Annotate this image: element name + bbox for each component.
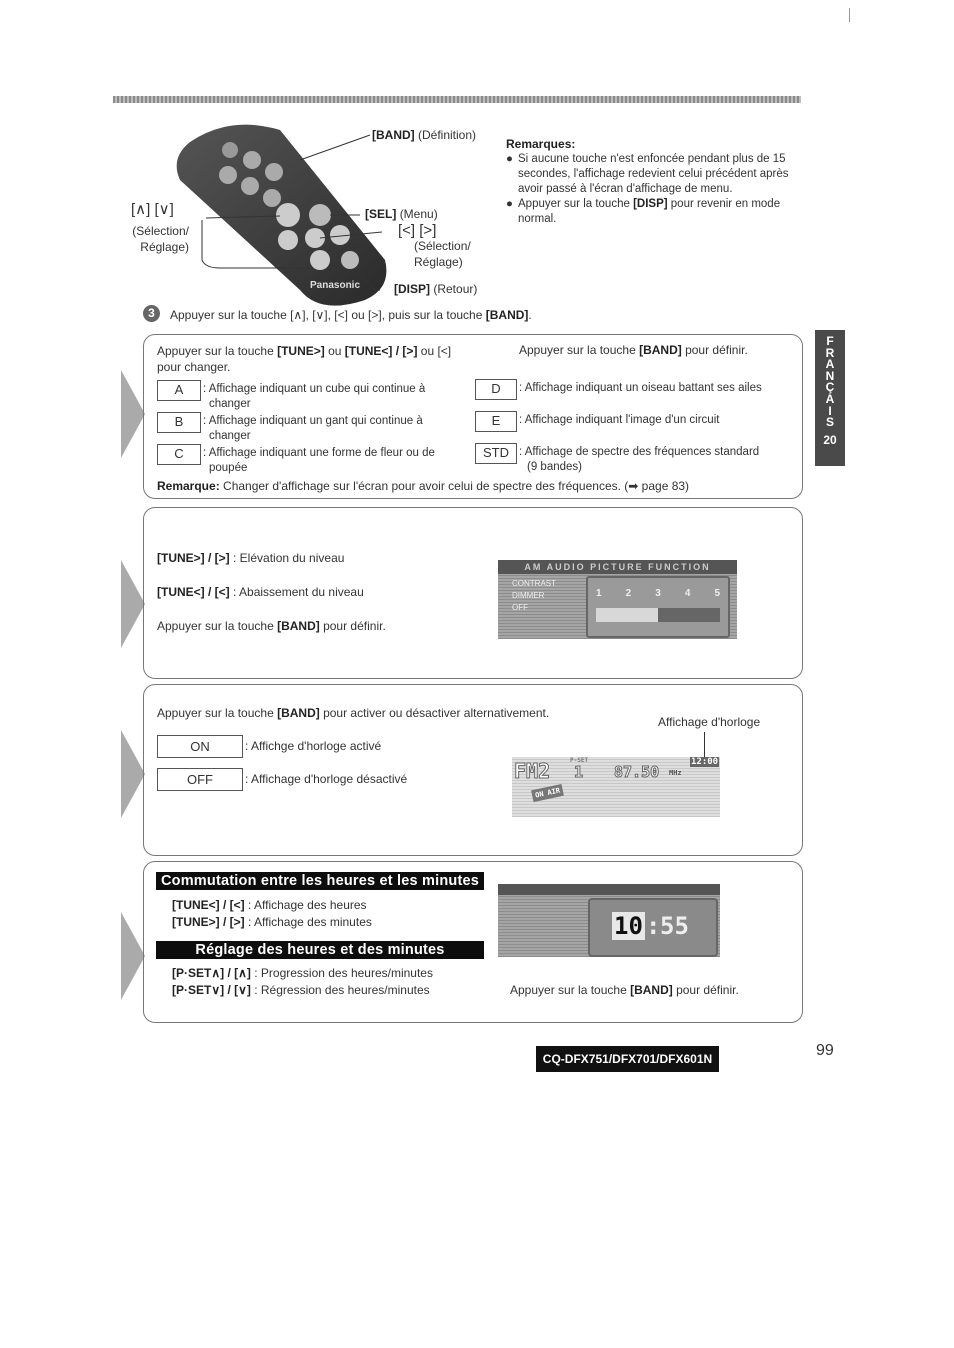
callout-line — [704, 732, 705, 758]
s4-pset-down — [172, 982, 430, 998]
lcd-onair: ON AIR — [531, 784, 564, 802]
remarks-block — [506, 137, 806, 227]
s4-right-b: [BAND] — [630, 983, 673, 997]
s4-tune-left-text: : Affichage des heures — [244, 898, 367, 912]
s4-right-instruction — [510, 982, 739, 998]
lcd-fm-screen — [512, 757, 720, 817]
mode-box-b: B — [157, 412, 201, 433]
section1-right-instruction — [519, 342, 748, 358]
step3-text-a: Appuyer sur la touche [∧], [∨], [<] ou [>], puis sur la touche — [170, 308, 486, 322]
tab-page-number: 20 — [823, 432, 837, 447]
tab-letter: Ç — [825, 380, 835, 395]
lcd-header: AM AUDIO PICTURE FUNCTION — [498, 560, 737, 574]
lcd-level-fill — [596, 608, 658, 622]
lcd-minutes: 55 — [660, 912, 689, 940]
updown-desc-line2: Réglage) — [140, 240, 189, 254]
s2-line1-text: : Elévation du niveau — [229, 551, 345, 565]
clock-on-desc: : Affichge d'horloge activé — [245, 739, 382, 753]
arrow-pointer-icon — [121, 912, 145, 1000]
remarks-title: Remarques: — [506, 137, 576, 151]
tab-letter: S — [825, 415, 834, 430]
tab-letter: A — [825, 357, 835, 372]
s4-pset-up-text: : Progression des heures/minutes — [250, 966, 433, 980]
footer-model-badge: CQ-DFX751/DFX701/DFX601N — [536, 1046, 719, 1072]
remark-2-a: Appuyer sur la touche — [518, 198, 634, 210]
tab-letter: I — [828, 403, 832, 418]
lcd-clock: 12:00 — [691, 757, 719, 767]
s2-line3 — [157, 618, 386, 634]
mode-c-desc — [203, 446, 463, 476]
s2-line3-b: [BAND] — [277, 619, 320, 633]
remark-2-d: normal. — [518, 213, 557, 225]
mode-box-a: A — [157, 380, 201, 401]
mode-std-desc1: : Affichage de spectre des fréquences standard — [519, 446, 760, 458]
lcd-left3: OFF — [512, 603, 528, 612]
mode-box-c: C — [157, 444, 201, 465]
lcd-scale — [596, 588, 720, 599]
step3-text-b: [BAND] — [485, 308, 529, 322]
section1-note — [157, 478, 689, 494]
tab-letter: A — [825, 391, 835, 406]
remark-2-c: pour revenir en mode — [667, 198, 781, 210]
remark-1-line1: Si aucune touche n'est enfoncée pendant plus de 15 — [518, 153, 786, 165]
s4-tune-right — [172, 914, 372, 930]
page-number: 99 — [816, 1042, 834, 1059]
band-key: [BAND] — [372, 128, 415, 142]
s2-line3-a: Appuyer sur la touche — [157, 619, 278, 633]
s3-intro-b: [BAND] — [277, 706, 320, 720]
header-hours-minutes-switch: Commutation entre les heures et les minutes — [156, 872, 484, 890]
s2-line2-key: [TUNE<] / [<] — [157, 585, 230, 599]
mode-box-e: E — [475, 411, 517, 432]
mode-e-desc — [519, 413, 789, 428]
leftright-keys: [<] [>] — [398, 222, 437, 239]
note-label: Remarque: — [157, 479, 220, 493]
s1-right-a: Appuyer sur la touche — [519, 343, 640, 357]
sel-key: [SEL] — [365, 207, 397, 221]
s4-tune-right-key: [TUNE>] / [>] — [172, 915, 245, 929]
s3-intro — [157, 705, 549, 721]
header-time-setting: Réglage des heures et des minutes — [156, 941, 484, 959]
mode-box-std: STD — [475, 443, 517, 464]
mode-d-desc1: : Affichage indiquant un oiseau battant ses ailes — [519, 382, 762, 394]
mode-a-desc1: : Affichage indiquant un cube qui continue à — [203, 383, 426, 395]
s4-right-a: Appuyer sur la touche — [510, 983, 631, 997]
lcd-preset: 1 — [574, 763, 584, 781]
tab-letter: R — [825, 345, 835, 360]
s3-intro-a: Appuyer sur la touche — [157, 706, 278, 720]
updown-desc — [129, 223, 189, 255]
arrow-pointer-icon — [121, 370, 145, 458]
lcd-audio-picture-screen — [498, 560, 737, 639]
s4-tune-right-text: : Affichage des minutes — [244, 915, 372, 929]
updown-desc-line1: (Sélection/ — [132, 224, 189, 238]
s2-line2 — [157, 584, 364, 600]
mode-box-d: D — [475, 379, 517, 400]
lcd-clock-adjust-screen — [498, 884, 720, 957]
clock-callout-label: Affichage d'horloge — [658, 715, 761, 729]
s2-line3-c: pour définir. — [319, 619, 386, 633]
leftright-desc — [414, 238, 471, 270]
disp-key: [DISP] — [394, 282, 430, 296]
sel-desc: (Menu) — [399, 207, 438, 221]
lcd-level-bar — [596, 608, 720, 622]
remark-1-line2: secondes, l'affichage redevient celui précédent après — [518, 168, 789, 180]
lcd-header-bar — [498, 884, 720, 895]
s4-pset-down-text: : Régression des heures/minutes — [250, 983, 430, 997]
clock-off-box: OFF — [157, 768, 243, 791]
s1-right-b: [BAND] — [639, 343, 682, 357]
language-side-tab — [815, 330, 845, 466]
mode-a-desc2: changer — [209, 398, 251, 410]
mode-c-desc1: : Affichage indiquant une forme de fleur ou de — [203, 447, 435, 459]
lcd-pset: P-SET — [570, 757, 589, 764]
mode-b-desc2: changer — [209, 430, 251, 442]
lcd-unit: MHz — [669, 769, 682, 777]
s2-line1 — [157, 550, 344, 566]
lcd-left2: DIMMER — [512, 591, 545, 600]
scale-tick: 5 — [714, 588, 720, 599]
remark-item-2 — [506, 197, 806, 227]
s4-pset-up-key: [P·SET∧] / [∧] — [172, 966, 251, 980]
s3-intro-c: pour activer ou désactiver alternativement. — [319, 706, 550, 720]
scale-tick: 4 — [684, 588, 691, 599]
remark-2-b: [DISP] — [633, 198, 668, 210]
scale-tick: 3 — [655, 588, 661, 599]
lcd-frequency: 87.50 — [614, 763, 660, 781]
bullet-icon: ● — [506, 153, 513, 165]
s2-line2-text: : Abaissement du niveau — [229, 585, 364, 599]
mode-c-desc2: poupée — [209, 462, 248, 474]
mode-d-desc — [519, 381, 789, 396]
lcd-left-labels — [512, 578, 556, 614]
s4-tune-left-key: [TUNE<] / [<] — [172, 898, 245, 912]
note-text: Changer d'affichage sur l'écran pour avoir celui de spectre des fréquences. (➡ page 83) — [219, 479, 690, 493]
leftright-desc-line1: (Sélection/ — [414, 239, 471, 253]
step3-text-c: . — [528, 308, 532, 322]
s1-right-c: pour définir. — [681, 343, 748, 357]
s4-right-c: pour définir. — [672, 983, 739, 997]
lcd-band: FM2 — [514, 759, 551, 783]
mode-b-desc1: : Affichage indiquant un gant qui continue à — [203, 415, 423, 427]
lcd-hours: 10 — [614, 912, 643, 940]
lcd-left1: CONTRAST — [512, 579, 556, 588]
section1-intro — [157, 343, 507, 375]
s1-intro-a: Appuyer sur la touche — [157, 344, 278, 358]
s1-intro-line2: pour changer. — [157, 360, 231, 374]
mode-std-desc — [519, 445, 789, 475]
lcd-time-panel — [588, 898, 718, 957]
mode-a-desc — [203, 382, 463, 412]
s4-pset-up — [172, 965, 433, 981]
scale-tick: 2 — [625, 588, 632, 599]
top-divider-bar — [113, 96, 801, 103]
step-number-badge: 3 — [143, 305, 160, 322]
s1-intro-d: [TUNE<] / [>] — [344, 344, 418, 358]
disp-desc: (Retour) — [433, 282, 478, 296]
s1-intro-e: ou [<] — [417, 344, 452, 358]
s2-line1-key: [TUNE>] / [>] — [157, 551, 230, 565]
bullet-icon: ● — [506, 198, 513, 210]
clock-on-box: ON — [157, 735, 243, 758]
arrow-pointer-icon — [121, 560, 145, 648]
mode-e-desc1: : Affichage indiquant l'image d'un circuit — [519, 414, 720, 426]
crop-mark — [849, 8, 850, 22]
band-desc: (Définition) — [418, 128, 477, 142]
step3-text — [170, 307, 532, 323]
clock-off-desc: : Affichage d'horloge désactivé — [245, 772, 408, 786]
remark-item-1 — [506, 152, 806, 197]
disp-label — [394, 281, 477, 297]
s4-tune-left — [172, 897, 367, 913]
s4-pset-down-key: [P·SET∨] / [∨] — [172, 983, 251, 997]
leftright-desc-line2: Réglage) — [414, 255, 463, 269]
tab-letter: F — [826, 334, 834, 348]
sel-label — [365, 206, 438, 222]
mode-std-desc2: (9 bandes) — [527, 461, 582, 473]
arrow-pointer-icon — [121, 730, 145, 818]
band-label — [372, 127, 476, 143]
mode-b-desc — [203, 414, 463, 444]
remark-1-line3: avoir passé à l'écran d'affichage de menu. — [518, 183, 733, 195]
lcd-colon: : — [646, 912, 661, 940]
svg-text:Panasonic: Panasonic — [310, 280, 361, 291]
updown-keys: [∧] [∨] — [131, 201, 174, 218]
scale-tick: 1 — [596, 588, 602, 599]
s1-intro-c: ou — [324, 344, 345, 358]
tab-letter: N — [825, 368, 835, 383]
lcd-level-panel — [586, 576, 730, 638]
s1-intro-b: [TUNE>] — [277, 344, 325, 358]
